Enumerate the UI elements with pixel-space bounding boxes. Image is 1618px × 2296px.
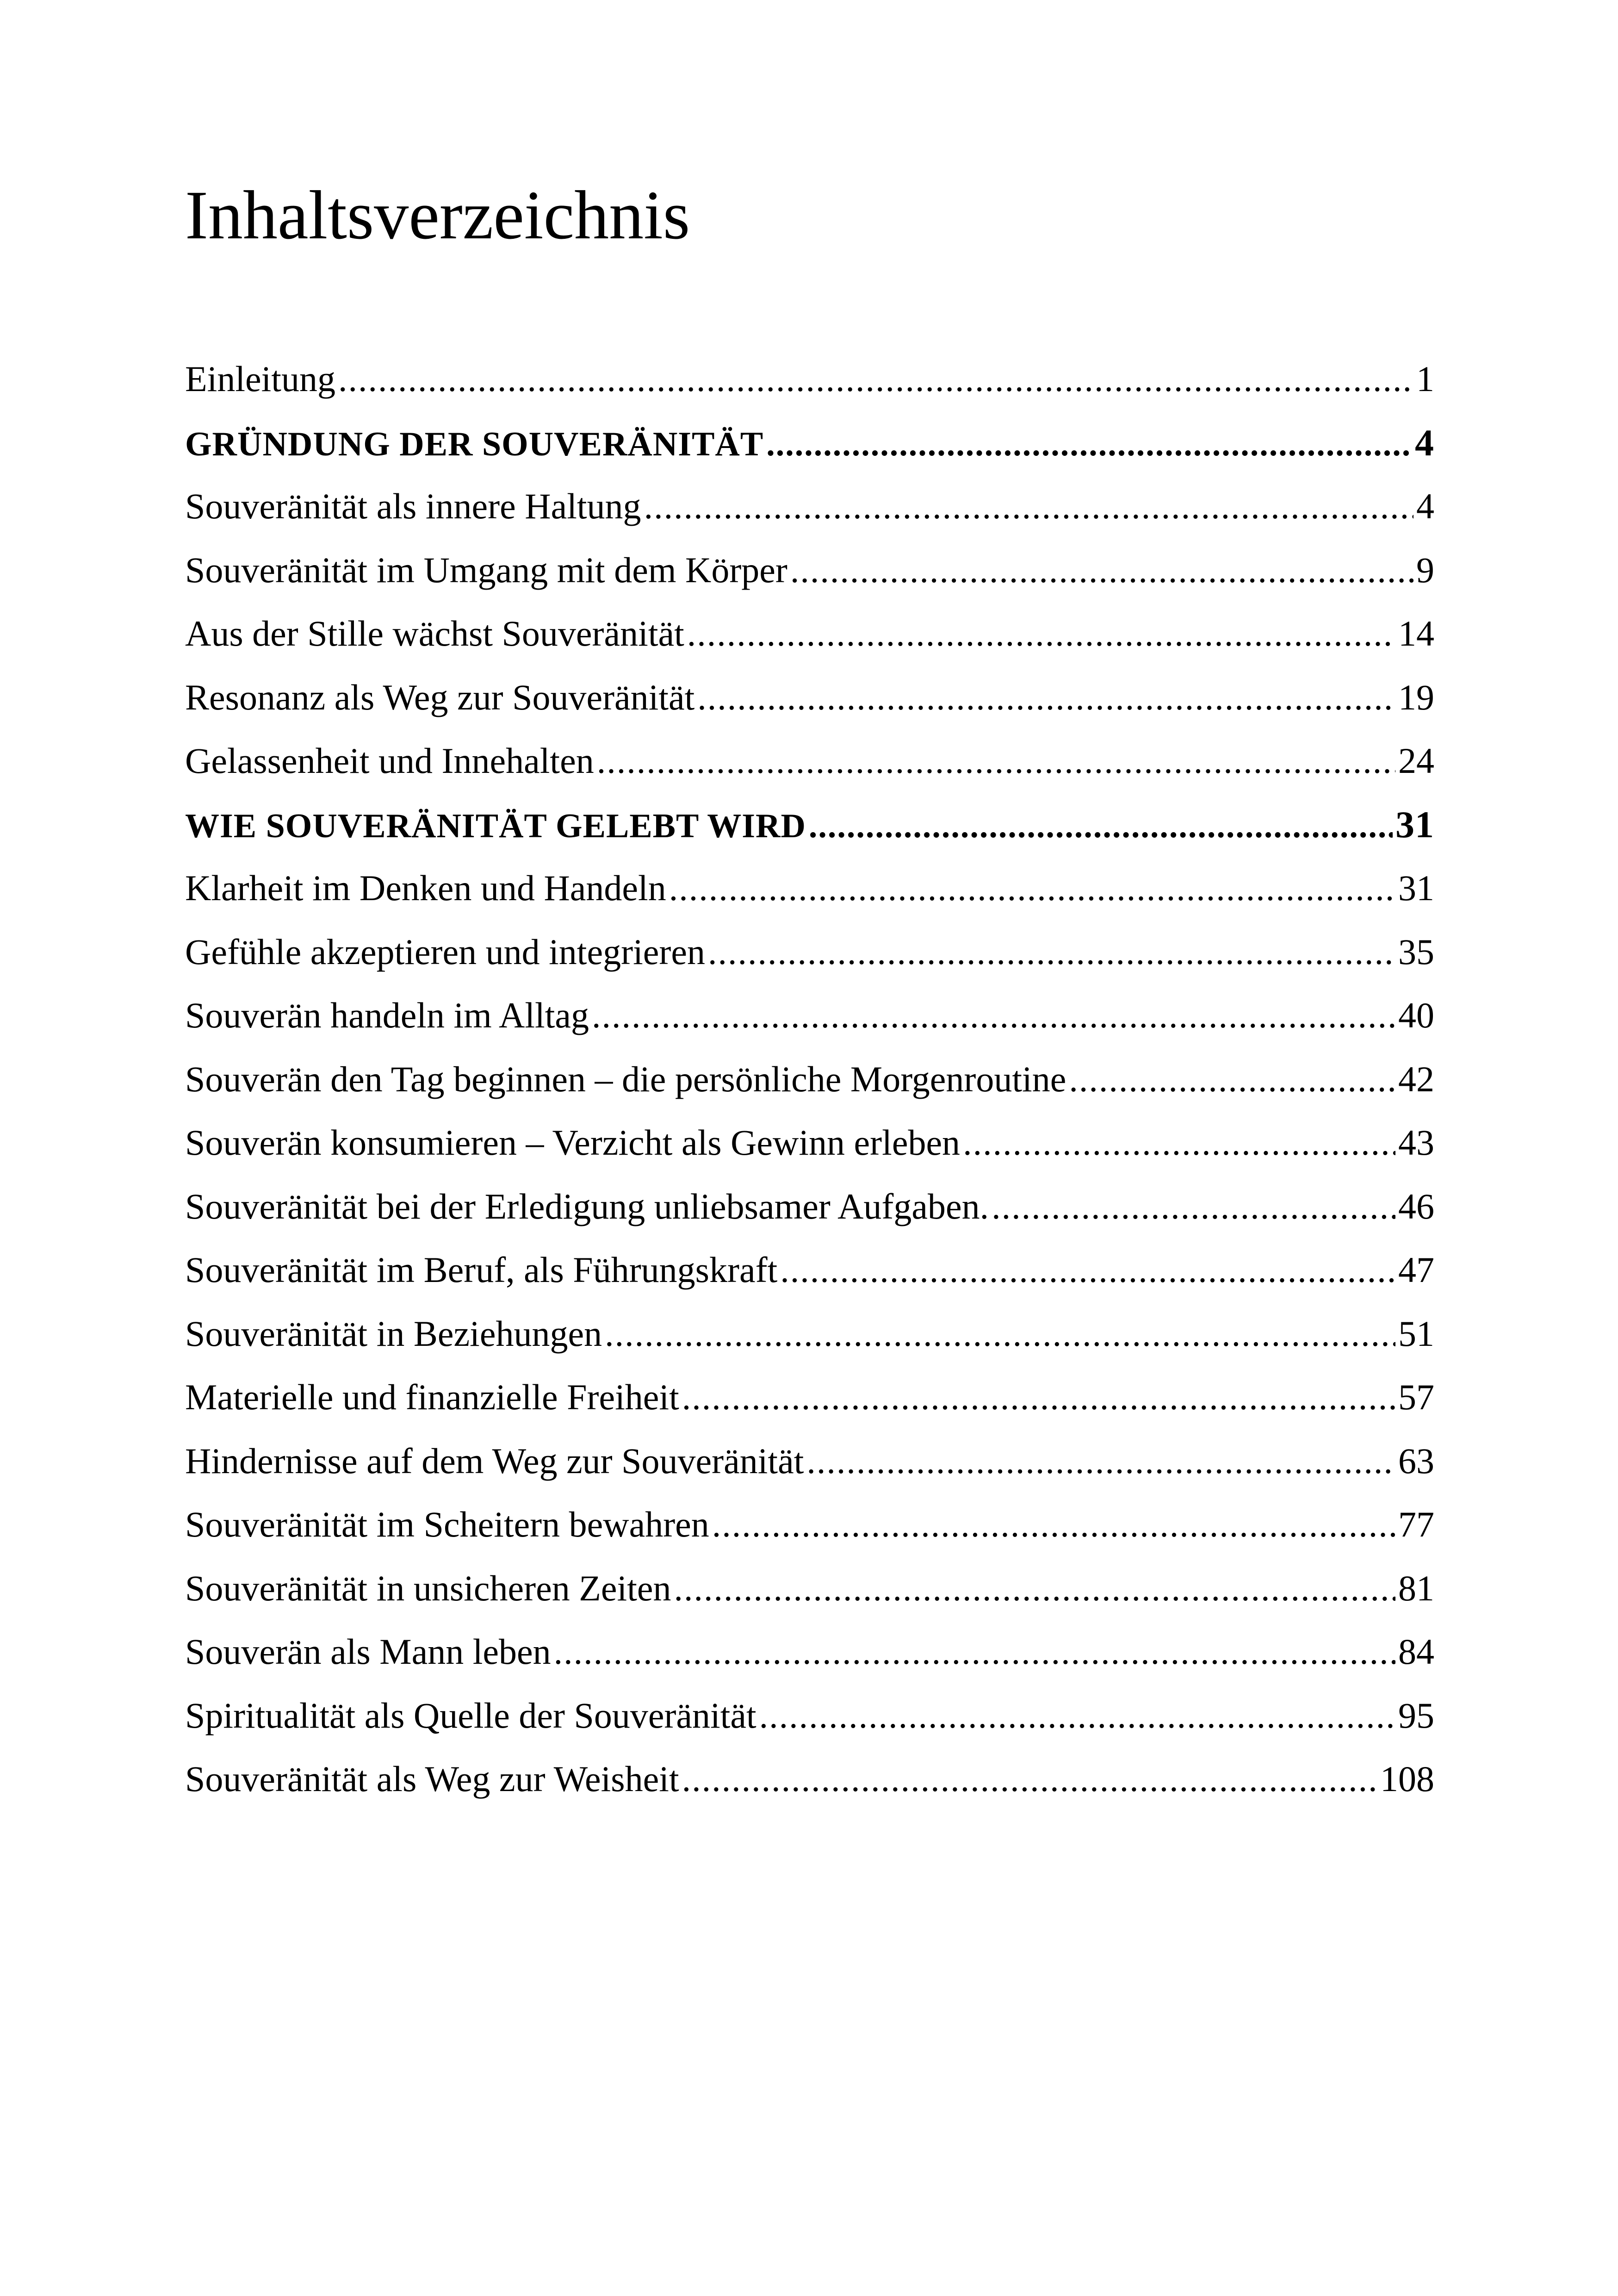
toc-entry-title: Souverän handeln im Alltag [185, 995, 589, 1035]
toc-entry-page-number: 42 [1398, 1058, 1434, 1099]
toc-dot-leader [806, 1429, 1395, 1493]
document-page [185, 0, 1434, 2296]
toc-part-entry[interactable] [185, 793, 1434, 857]
toc-chapter-entry[interactable] [185, 729, 1434, 793]
toc-chapter-entry[interactable] [185, 666, 1434, 729]
toc-entry-title: Souveränität in unsicheren Zeiten [185, 1568, 671, 1608]
toc-chapter-entry[interactable] [185, 1302, 1434, 1366]
toc-entry-title: Souverän als Mann leben [185, 1631, 551, 1672]
toc-entry-title: Souveränität bei der Erledigung unliebsamer Aufgaben. [185, 1186, 989, 1226]
toc-chapter-entry[interactable] [185, 856, 1434, 920]
toc-dot-leader [592, 983, 1395, 1047]
toc-dot-leader [682, 1747, 1377, 1811]
toc-entry-page-number: 4 [1415, 421, 1434, 464]
toc-entry-page-number: 95 [1398, 1695, 1434, 1736]
toc-dot-leader [766, 413, 1412, 477]
toc-list [185, 347, 1434, 1811]
toc-entry-title: Resonanz als Weg zur Souveränität [185, 677, 695, 717]
toc-dot-leader [697, 666, 1395, 729]
toc-dot-leader [780, 1238, 1395, 1302]
toc-dot-leader [669, 856, 1395, 920]
toc-dot-leader [338, 347, 1413, 411]
toc-entry-title: Souveränität im Scheitern bewahren [185, 1504, 709, 1544]
toc-dot-leader [554, 1620, 1395, 1684]
toc-chapter-entry[interactable] [185, 602, 1434, 666]
toc-entry-title: Spiritualität als Quelle der Souveränität [185, 1695, 756, 1736]
toc-entry-page-number: 31 [1398, 868, 1434, 908]
toc-entry-page-number: 81 [1398, 1568, 1434, 1608]
toc-dot-leader [809, 795, 1393, 859]
toc-entry-page-number: 84 [1398, 1631, 1434, 1672]
toc-chapter-entry[interactable] [185, 1620, 1434, 1684]
toc-dot-leader [759, 1684, 1395, 1748]
toc-entry-title: Einleitung [185, 359, 335, 399]
toc-chapter-entry[interactable] [185, 1493, 1434, 1556]
toc-entry-title: Hindernisse auf dem Weg zur Souveränität [185, 1440, 804, 1481]
toc-entry-page-number: 51 [1398, 1313, 1434, 1354]
toc-entry-page-number: 14 [1398, 613, 1434, 653]
toc-entry-page-number: 43 [1398, 1122, 1434, 1163]
toc-entry-page-number: 108 [1380, 1759, 1434, 1799]
toc-entry-page-number: 19 [1398, 677, 1434, 717]
toc-chapter-entry[interactable] [185, 983, 1434, 1047]
toc-chapter-entry[interactable] [185, 538, 1434, 602]
toc-entry-title: Klarheit im Denken und Handeln [185, 868, 666, 908]
toc-entry-title: Aus der Stille wächst Souveränität [185, 613, 684, 653]
toc-entry-title: WIE SOUVERÄNITÄT GELEBT WIRD [185, 807, 806, 845]
toc-chapter-entry[interactable] [185, 1047, 1434, 1111]
toc-dot-leader [644, 474, 1413, 538]
toc-entry-title: Souveränität als innere Haltung [185, 486, 641, 526]
toc-entry-page-number: 31 [1395, 803, 1434, 846]
toc-chapter-entry[interactable] [185, 347, 1434, 411]
toc-entry-page-number: 4 [1416, 486, 1434, 526]
toc-entry-title: Souveränität in Beziehungen [185, 1313, 602, 1354]
toc-part-entry[interactable] [185, 411, 1434, 475]
toc-chapter-entry[interactable] [185, 1111, 1434, 1175]
toc-entry-page-number: 35 [1398, 931, 1434, 972]
toc-entry-page-number: 63 [1398, 1440, 1434, 1481]
toc-entry-title: Souveränität als Weg zur Weisheit [185, 1759, 679, 1799]
toc-dot-leader [963, 1111, 1395, 1175]
toc-entry-title: GRÜNDUNG DER SOUVERÄNITÄT [185, 425, 764, 463]
toc-entry-page-number: 40 [1398, 995, 1434, 1035]
toc-entry-title: Souveränität im Umgang mit dem Körper [185, 549, 787, 590]
toc-chapter-entry[interactable] [185, 1556, 1434, 1620]
toc-chapter-entry[interactable] [185, 1238, 1434, 1302]
toc-entry-page-number: 24 [1398, 740, 1434, 781]
toc-entry-title: Gelassenheit und Innehalten [185, 740, 594, 781]
toc-entry-page-number: 46 [1398, 1186, 1434, 1226]
toc-dot-leader [687, 602, 1395, 666]
toc-chapter-entry[interactable] [185, 1684, 1434, 1748]
toc-chapter-entry[interactable] [185, 1429, 1434, 1493]
toc-entry-page-number: 77 [1398, 1504, 1434, 1544]
toc-entry-title: Gefühle akzeptieren und integrieren [185, 931, 705, 972]
toc-dot-leader [1069, 1047, 1395, 1111]
toc-entry-page-number: 47 [1398, 1250, 1434, 1290]
toc-entry-title: Souverän den Tag beginnen – die persönliche Morgenroutine [185, 1058, 1066, 1099]
toc-dot-leader [674, 1556, 1396, 1620]
toc-heading: Inhaltsverzeichnis [185, 177, 690, 254]
toc-chapter-entry[interactable] [185, 1365, 1434, 1429]
toc-dot-leader [712, 1493, 1395, 1556]
toc-chapter-entry[interactable] [185, 1747, 1434, 1811]
toc-chapter-entry[interactable] [185, 474, 1434, 538]
toc-entry-title: Materielle und finanzielle Freiheit [185, 1377, 679, 1417]
toc-dot-leader [682, 1365, 1395, 1429]
toc-dot-leader [708, 920, 1395, 984]
toc-dot-leader [790, 538, 1413, 602]
toc-dot-leader [605, 1302, 1395, 1366]
toc-chapter-entry[interactable] [185, 920, 1434, 984]
toc-entry-page-number: 1 [1416, 359, 1434, 399]
toc-dot-leader [992, 1175, 1395, 1238]
toc-entry-title: Souverän konsumieren – Verzicht als Gewinn erleben [185, 1122, 961, 1163]
toc-entry-page-number: 9 [1416, 549, 1434, 590]
toc-entry-page-number: 57 [1398, 1377, 1434, 1417]
toc-dot-leader [597, 729, 1395, 793]
toc-entry-title: Souveränität im Beruf, als Führungskraft [185, 1250, 778, 1290]
toc-chapter-entry[interactable] [185, 1175, 1434, 1238]
